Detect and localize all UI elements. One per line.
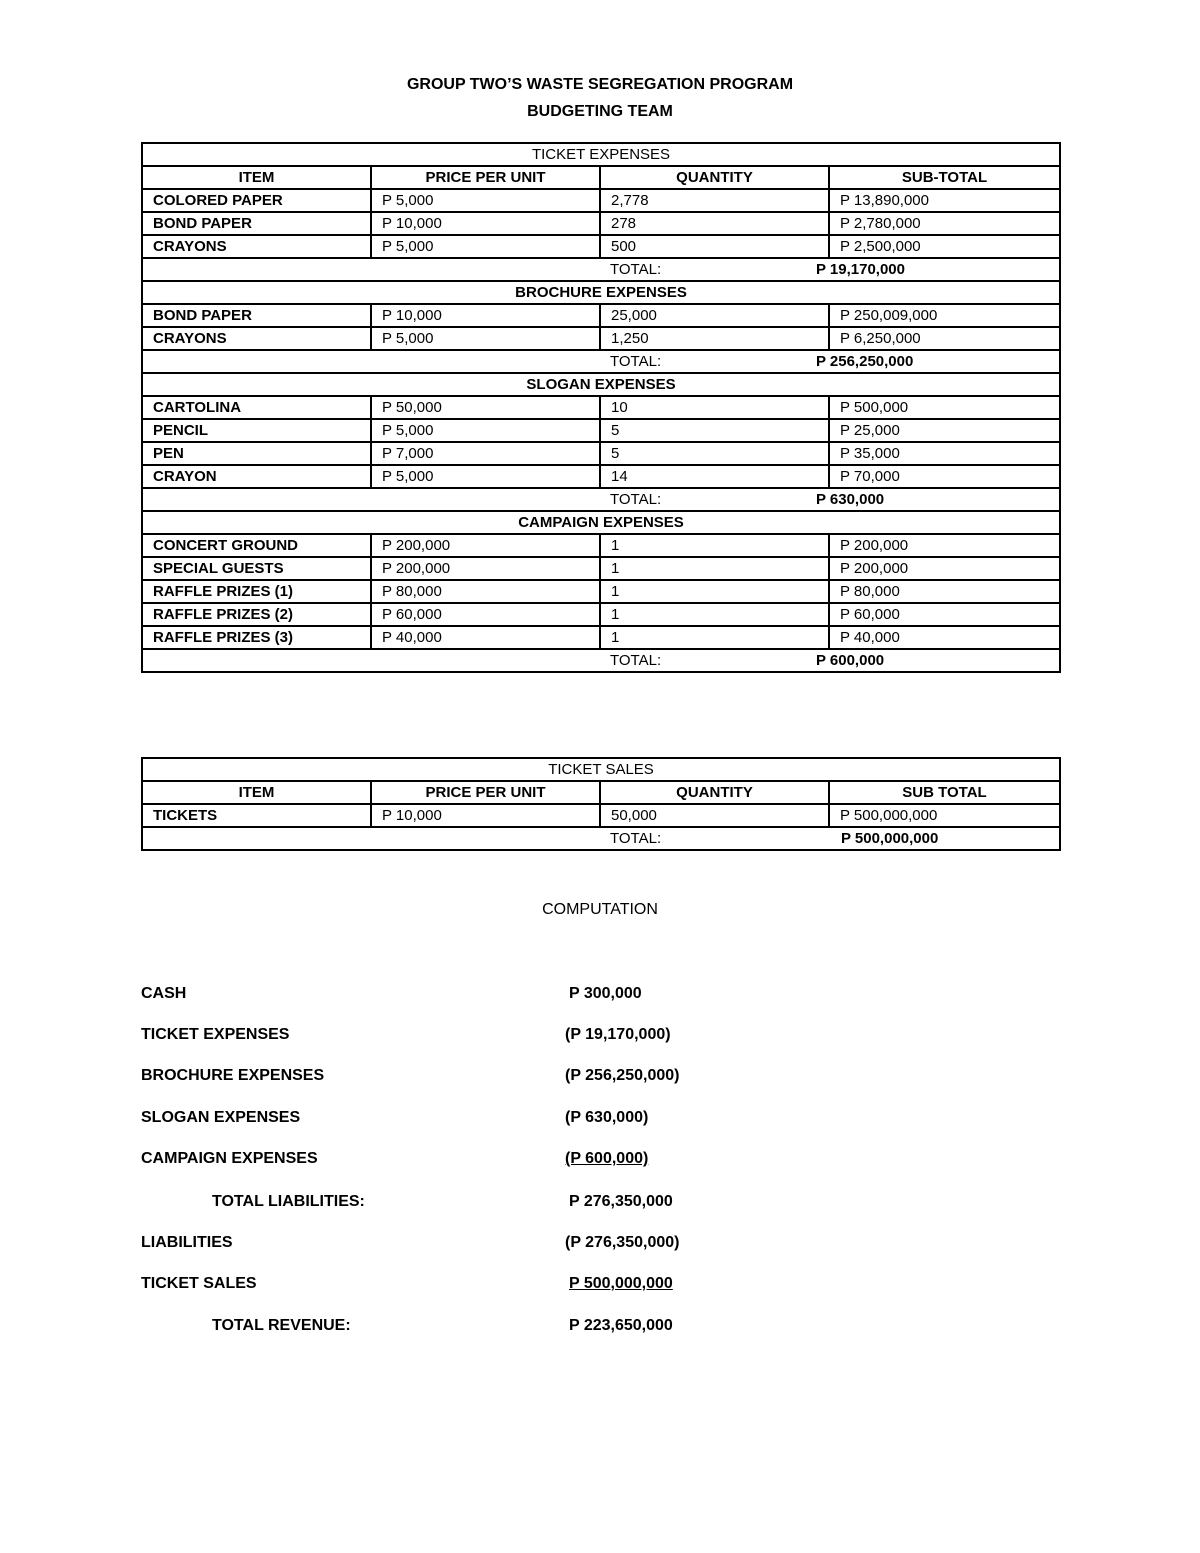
column-header: QUANTITY	[600, 166, 829, 189]
item-cell: CRAYONS	[142, 327, 371, 350]
column-header: PRICE PER UNIT	[371, 781, 600, 804]
quantity-cell: 2,778	[600, 189, 829, 212]
price-cell: P 5,000	[371, 465, 600, 488]
quantity-cell: 1	[600, 580, 829, 603]
column-header: ITEM	[142, 166, 371, 189]
subtotal-cell: P 200,000	[829, 557, 1060, 580]
computation-line	[141, 1067, 841, 1089]
expenses-table	[141, 142, 1061, 673]
subtotal-cell: P 40,000	[829, 626, 1060, 649]
section-header-ticket-expenses	[142, 143, 1060, 166]
computation-line	[141, 1150, 841, 1172]
item-cell: SPECIAL GUESTS	[142, 557, 371, 580]
quantity-cell: 5	[600, 419, 829, 442]
price-cell: P 60,000	[371, 603, 600, 626]
computation-label: CASH	[141, 985, 187, 1002]
total-value: P 630,000	[816, 491, 885, 508]
section-header-brochure-expenses	[142, 281, 1060, 304]
item-cell: CRAYON	[142, 465, 371, 488]
computation-value: (P 600,000)	[565, 1150, 649, 1167]
table-row	[142, 212, 1060, 235]
total-cell	[142, 649, 1060, 672]
computation-line	[141, 1275, 841, 1297]
computation-line	[141, 1109, 841, 1131]
table-row	[142, 396, 1060, 419]
computation-total-line	[141, 1317, 841, 1339]
total-row	[142, 649, 1060, 672]
computation-value: P 500,000,000	[569, 1275, 673, 1292]
quantity-cell: 1	[600, 557, 829, 580]
item-cell: PENCIL	[142, 419, 371, 442]
section-title: BROCHURE EXPENSES	[142, 281, 1060, 304]
total-cell	[142, 350, 1060, 373]
computation-label: TOTAL LIABILITIES:	[212, 1193, 365, 1210]
column-header: SUB TOTAL	[829, 781, 1060, 804]
table-row	[142, 327, 1060, 350]
total-cell	[142, 827, 1060, 850]
computation-value: (P 630,000)	[565, 1109, 649, 1126]
item-cell: CRAYONS	[142, 235, 371, 258]
subtotal-cell: P 25,000	[829, 419, 1060, 442]
table-row	[142, 465, 1060, 488]
price-cell: P 40,000	[371, 626, 600, 649]
price-cell: P 200,000	[371, 557, 600, 580]
quantity-cell: 1	[600, 534, 829, 557]
ticket-sales-table	[141, 757, 1061, 851]
table-row	[142, 603, 1060, 626]
quantity-cell: 278	[600, 212, 829, 235]
computation-line	[141, 985, 841, 1007]
total-label: TOTAL:	[610, 353, 662, 370]
computation-value: (P 19,170,000)	[565, 1026, 671, 1043]
item-cell: COLORED PAPER	[142, 189, 371, 212]
computation-line	[141, 1026, 841, 1048]
item-cell: BOND PAPER	[142, 304, 371, 327]
total-label: TOTAL:	[610, 261, 662, 278]
subtotal-cell: P 70,000	[829, 465, 1060, 488]
table-row	[142, 419, 1060, 442]
price-cell: P 10,000	[371, 212, 600, 235]
computation-label: TOTAL REVENUE:	[212, 1317, 351, 1334]
computation-value: P 300,000	[569, 985, 642, 1002]
price-cell: P 5,000	[371, 419, 600, 442]
price-cell: P 10,000	[371, 804, 600, 827]
computation-label: TICKET SALES	[141, 1275, 257, 1292]
computation-value: P 223,650,000	[569, 1317, 673, 1334]
computation-label: TICKET EXPENSES	[141, 1026, 290, 1043]
item-cell: PEN	[142, 442, 371, 465]
computation-line	[141, 1234, 841, 1256]
price-cell: P 80,000	[371, 580, 600, 603]
subtotal-cell: P 200,000	[829, 534, 1060, 557]
price-cell: P 5,000	[371, 327, 600, 350]
total-cell	[142, 258, 1060, 281]
price-cell: P 7,000	[371, 442, 600, 465]
subtotal-cell: P 60,000	[829, 603, 1060, 626]
quantity-cell: 25,000	[600, 304, 829, 327]
item-cell: RAFFLE PRIZES (3)	[142, 626, 371, 649]
total-value: P 600,000	[816, 652, 885, 669]
item-cell: TICKETS	[142, 804, 371, 827]
total-value: P 500,000,000	[841, 830, 939, 847]
column-header: QUANTITY	[600, 781, 829, 804]
table-row	[142, 626, 1060, 649]
subtotal-cell: P 250,009,000	[829, 304, 1060, 327]
column-header-row	[142, 781, 1060, 804]
price-cell: P 5,000	[371, 235, 600, 258]
section-title: TICKET EXPENSES	[142, 143, 1060, 166]
item-cell: BOND PAPER	[142, 212, 371, 235]
total-value: P 19,170,000	[816, 261, 905, 278]
total-label: TOTAL:	[610, 491, 662, 508]
quantity-cell: 1	[600, 603, 829, 626]
computation-label: BROCHURE EXPENSES	[141, 1067, 325, 1084]
price-cell: P 200,000	[371, 534, 600, 557]
total-row	[142, 258, 1060, 281]
total-row	[142, 488, 1060, 511]
table-row	[142, 534, 1060, 557]
computation-label: LIABILITIES	[141, 1234, 233, 1251]
column-header-row	[142, 166, 1060, 189]
subtotal-cell: P 2,780,000	[829, 212, 1060, 235]
subtotal-cell: P 6,250,000	[829, 327, 1060, 350]
column-header: PRICE PER UNIT	[371, 166, 600, 189]
quantity-cell: 1	[600, 626, 829, 649]
total-row	[142, 827, 1060, 850]
section-title: SLOGAN EXPENSES	[142, 373, 1060, 396]
computation-label: SLOGAN EXPENSES	[141, 1109, 301, 1126]
table-row	[142, 557, 1060, 580]
computation-total-line	[141, 1193, 841, 1215]
item-cell: CARTOLINA	[142, 396, 371, 419]
subtotal-cell: P 500,000,000	[829, 804, 1060, 827]
price-cell: P 5,000	[371, 189, 600, 212]
total-value: P 256,250,000	[816, 353, 914, 370]
table-row	[142, 580, 1060, 603]
item-cell: RAFFLE PRIZES (2)	[142, 603, 371, 626]
document-subtitle: BUDGETING TEAM	[527, 103, 673, 120]
table-row	[142, 189, 1060, 212]
section-title: CAMPAIGN EXPENSES	[142, 511, 1060, 534]
total-label: TOTAL:	[610, 652, 662, 669]
subtotal-cell: P 500,000	[829, 396, 1060, 419]
item-cell: RAFFLE PRIZES (1)	[142, 580, 371, 603]
computation-title: COMPUTATION	[542, 901, 658, 918]
price-cell: P 50,000	[371, 396, 600, 419]
quantity-cell: 1,250	[600, 327, 829, 350]
computation-value: (P 256,250,000)	[565, 1067, 680, 1084]
section-header-slogan-expenses	[142, 373, 1060, 396]
table-row	[142, 304, 1060, 327]
subtotal-cell: P 35,000	[829, 442, 1060, 465]
quantity-cell: 14	[600, 465, 829, 488]
section-header-campaign-expenses	[142, 511, 1060, 534]
subtotal-cell: P 80,000	[829, 580, 1060, 603]
computation-label: CAMPAIGN EXPENSES	[141, 1150, 318, 1167]
computation-value: P 276,350,000	[569, 1193, 673, 1210]
section-header-ticket-sales	[142, 758, 1060, 781]
total-row	[142, 350, 1060, 373]
quantity-cell: 50,000	[600, 804, 829, 827]
section-title: TICKET SALES	[142, 758, 1060, 781]
column-header: SUB-TOTAL	[829, 166, 1060, 189]
quantity-cell: 500	[600, 235, 829, 258]
subtotal-cell: P 2,500,000	[829, 235, 1060, 258]
total-label: TOTAL:	[610, 830, 662, 847]
table-row	[142, 442, 1060, 465]
quantity-cell: 10	[600, 396, 829, 419]
column-header: ITEM	[142, 781, 371, 804]
total-cell	[142, 488, 1060, 511]
item-cell: CONCERT GROUND	[142, 534, 371, 557]
price-cell: P 10,000	[371, 304, 600, 327]
quantity-cell: 5	[600, 442, 829, 465]
table-row	[142, 804, 1060, 827]
subtotal-cell: P 13,890,000	[829, 189, 1060, 212]
document-title: GROUP TWO’S WASTE SEGREGATION PROGRAM	[406, 76, 794, 93]
table-row	[142, 235, 1060, 258]
computation-value: (P 276,350,000)	[565, 1234, 680, 1251]
